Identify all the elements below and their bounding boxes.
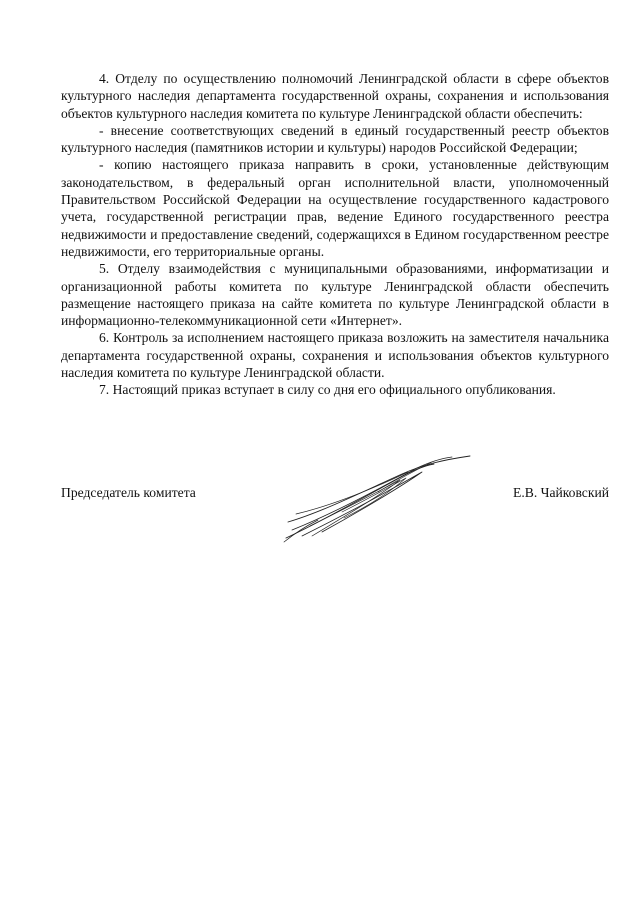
- signatory-title: Председатель комитета: [61, 485, 196, 500]
- paragraph-item-4: 4. Отделу по осуществлению полномочий Ленинградской области в сфере объектов культурного наследия департамента государственной охраны, сохранения и использования объектов культурного наследия комитета по культуре Ленинградской области обеспечить:: [61, 71, 609, 121]
- handwritten-signature: [282, 452, 474, 544]
- paragraph-register-entry: - внесение соответствующих сведений в единый государственный реестр объектов культурного наследия (памятников истории и культуры) народов Российской Федерации;: [61, 122, 609, 156]
- paragraph-item-6: 6. Контроль за исполнением настоящего приказа возложить на заместителя начальника департамента государственной охраны, сохранения и использования объектов культурного наследия комитета по культуре Ленинградской области.: [61, 330, 609, 381]
- paragraph-send-copy: - копию настоящего приказа направить в сроки, установленные действующим законодательством, в федеральный орган исполнительной власти, уполномоченный Правительством Российской Федерации на осуществление государственного кадастрового учета, государственной регистрации прав, ведение Единого государственного реестра недвижимости и предоставление сведений, содержащихся в Едином государственном реестре недвижимости, его территориальные органы.: [61, 157, 609, 259]
- paragraph-item-5: 5. Отделу взаимодействия с муниципальными образованиями, информатизации и организационной работы комитета по культуре Ленинградской области обеспечить размещение настоящего приказа на сайте комитета по культуре Ленинградской области в информационно-телекоммуникационной сети «Интернет».: [61, 261, 609, 329]
- signatory-name: Е.В. Чайковский: [513, 485, 609, 500]
- document-body: [61, 70, 609, 399]
- paragraph-item-7: 7. Настоящий приказ вступает в силу со дня его официального опубликования.: [99, 382, 556, 398]
